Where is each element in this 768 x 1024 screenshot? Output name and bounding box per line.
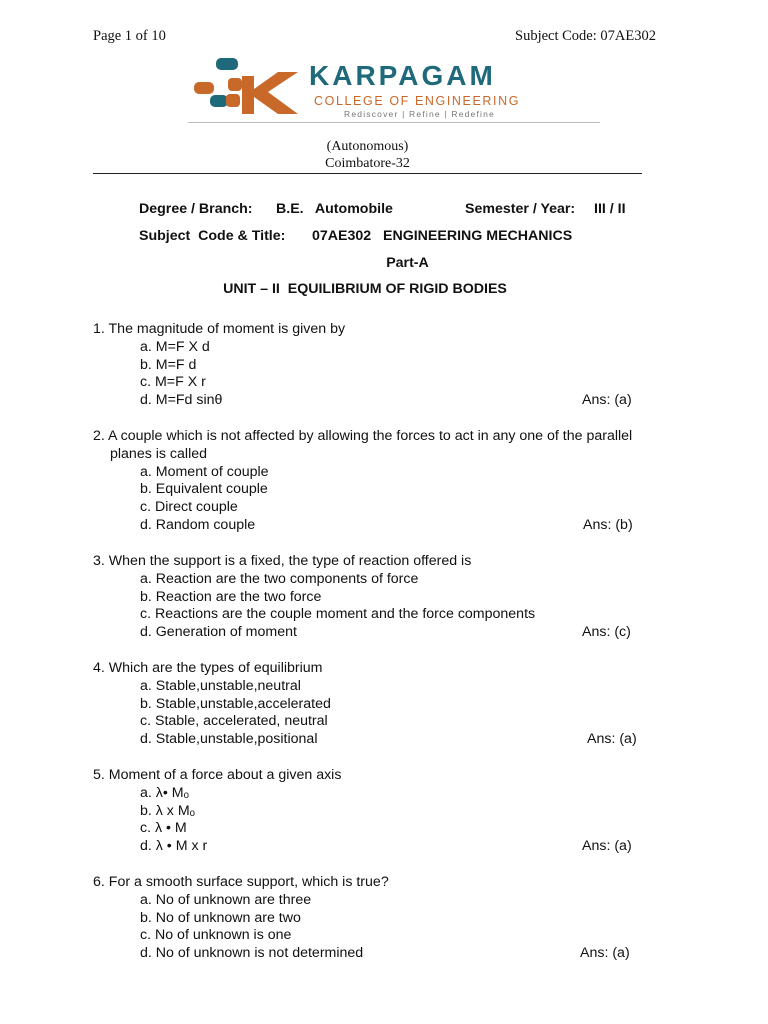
logo-underline — [188, 122, 600, 123]
question-text: 5. Moment of a force about a given axis — [93, 767, 342, 783]
option-d: d. Stable,unstable,positional — [140, 731, 318, 748]
answer: Ans: (a) — [582, 392, 632, 409]
unit-title: UNIT – II EQUILIBRIUM OF RIGID BODIES — [223, 281, 507, 297]
option-a: a. M=F X d — [140, 338, 210, 355]
option-a: a. Stable,unstable,neutral — [140, 677, 301, 694]
option-c: c. λ • M — [140, 820, 187, 837]
option-a: a. Reaction are the two components of force — [140, 570, 419, 587]
semester-label: Semester / Year: — [465, 201, 576, 217]
subject-code-header: Subject Code: 07AE302 — [515, 28, 656, 44]
question-text: 4. Which are the types of equilibrium — [93, 660, 323, 676]
option-d: d. M=Fd sinθ — [140, 392, 223, 409]
option-d: d. Random couple — [140, 516, 256, 533]
option-c: c. No of unknown is one — [140, 927, 292, 944]
question-text: 6. For a smooth surface support, which is true? — [93, 874, 389, 890]
semester-value: III / II — [594, 201, 626, 217]
option-c: c. Direct couple — [140, 499, 238, 516]
logo-tagline: Rediscover | Refine | Redefine — [344, 109, 495, 119]
option-b: b. Equivalent couple — [140, 481, 268, 498]
option-c: c. Stable, accelerated, neutral — [140, 713, 328, 730]
option-d: d. Generation of moment — [140, 624, 297, 641]
degree-value: B.E. Automobile — [276, 201, 393, 217]
location-label: Coimbatore-32 — [325, 156, 410, 171]
page-number: Page 1 of 10 — [93, 28, 166, 44]
option-b: b. λ x Mₒ — [140, 802, 196, 819]
answer: Ans: (a) — [587, 731, 637, 748]
logo-subtitle: COLLEGE OF ENGINEERING — [314, 94, 521, 108]
question-1 — [93, 321, 653, 410]
answer: Ans: (a) — [580, 945, 630, 962]
option-c: c. M=F X r — [140, 374, 206, 391]
degree-label: Degree / Branch: — [139, 201, 253, 217]
answer: Ans: (a) — [582, 838, 632, 855]
question-3 — [93, 553, 653, 642]
option-b: b. Reaction are the two force — [140, 588, 322, 605]
option-b: b. Stable,unstable,accelerated — [140, 695, 331, 712]
logo-mark-icon — [188, 56, 300, 118]
autonomous-label: (Autonomous) — [326, 139, 409, 154]
question-4 — [93, 660, 653, 749]
subject-value: 07AE302 ENGINEERING MECHANICS — [312, 228, 573, 244]
question-text: 2. A couple which is not affected by allowing the forces to act in any one of the parallel planes is called — [93, 428, 633, 462]
option-b: b. No of unknown are two — [140, 909, 301, 926]
header-divider — [93, 173, 642, 174]
option-a: a. No of unknown are three — [140, 891, 312, 908]
option-b: b. M=F d — [140, 356, 197, 373]
subject-label: Subject Code & Title: — [139, 228, 286, 244]
question-text: 1. The magnitude of moment is given by — [93, 321, 346, 337]
option-c: c. Reactions are the couple moment and the force components — [140, 606, 536, 623]
question-5 — [93, 767, 653, 856]
answer: Ans: (b) — [583, 516, 633, 533]
part-title: Part-A — [386, 255, 429, 271]
question-2 — [93, 428, 653, 535]
option-d: d. λ • M x r — [140, 838, 208, 855]
option-a: a. λ• Mₒ — [140, 784, 189, 801]
question-text: 3. When the support is a fixed, the type of reaction offered is — [93, 553, 472, 569]
answer: Ans: (c) — [582, 624, 631, 641]
option-a: a. Moment of couple — [140, 463, 269, 480]
college-logo — [188, 56, 600, 124]
option-d: d. No of unknown is not determined — [140, 945, 364, 962]
logo-title: KARPAGAM — [309, 60, 496, 91]
question-6 — [93, 874, 653, 963]
